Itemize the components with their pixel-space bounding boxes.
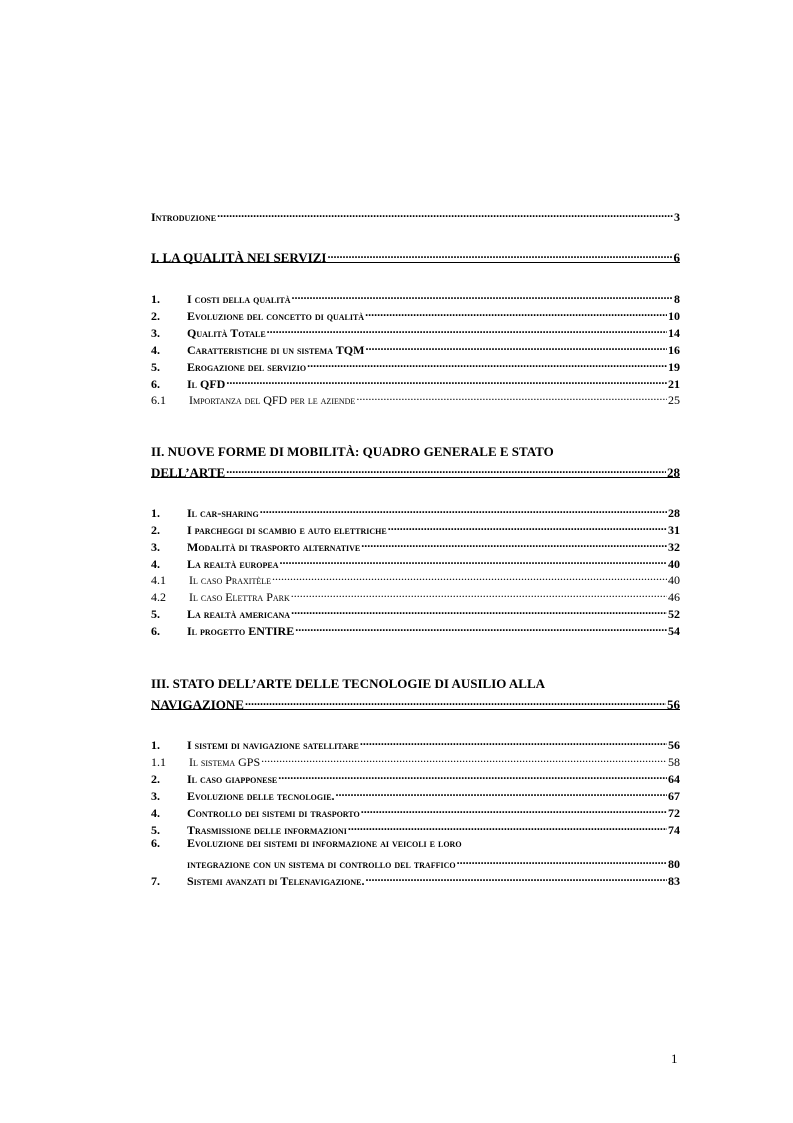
toc-subentry[interactable] [151, 751, 680, 769]
dot-leader [365, 870, 667, 885]
toc-page-number: 67 [668, 789, 680, 803]
entry-number: 5. [151, 823, 160, 837]
toc-page-number: 80 [668, 857, 680, 871]
entry-number: 4. [151, 806, 160, 820]
dot-leader [217, 206, 673, 221]
dot-leader [291, 603, 667, 618]
toc-page-number: 54 [668, 624, 680, 638]
toc-entry-title: La realtà europea [187, 557, 279, 571]
toc-entry[interactable] [151, 322, 680, 340]
chapter-heading-line: II. NUOVE FORME DI MOBILITÀ: QUADRO GENERALE E STATO [151, 444, 554, 459]
toc-entry[interactable] [151, 819, 680, 837]
toc-entry-title: Sistemi avanzati di Telenavigazione. [187, 874, 365, 888]
chapter-heading: I. LA QUALITÀ NEI SERVIZI [151, 250, 327, 265]
toc-entry-continuation[interactable] [151, 853, 680, 871]
dot-leader [457, 853, 667, 868]
entry-number: 4.2 [151, 590, 166, 604]
toc-page-number: 16 [668, 343, 680, 357]
dot-leader [356, 389, 667, 404]
toc-chapter-2[interactable] [151, 461, 680, 478]
dot-leader [336, 785, 667, 800]
toc-entry[interactable] [151, 373, 680, 391]
dot-leader [291, 288, 673, 303]
toc-subentry[interactable] [151, 389, 680, 407]
toc-entry-title: Caratteristiche di un sistema TQM [187, 343, 365, 357]
dot-leader [261, 751, 667, 766]
dot-leader [226, 461, 666, 477]
entry-number: 1. [151, 506, 160, 520]
dot-leader [226, 373, 667, 388]
dot-leader [361, 536, 667, 551]
entry-number: 6. [151, 624, 160, 638]
toc-entry-title: Controllo dei sistemi di trasporto [187, 806, 360, 820]
toc-entry-title: Evoluzione dei sistemi di informazione ai veicoli e loro [187, 836, 462, 850]
toc-page-number: 25 [668, 393, 680, 407]
dot-leader [245, 693, 666, 709]
toc-page-number: 83 [668, 874, 680, 888]
entry-number: 1. [151, 738, 160, 752]
toc-entry[interactable] [151, 502, 680, 520]
dot-leader [291, 586, 667, 601]
toc-entry[interactable] [151, 785, 680, 803]
dot-leader [278, 768, 667, 783]
toc-entry[interactable] [151, 339, 680, 357]
entry-number: 4. [151, 343, 160, 357]
toc-subentry[interactable] [151, 569, 680, 587]
toc-entry-title: Qualità Totale [187, 326, 266, 340]
toc-entry-title: Il progetto ENTIRE [187, 624, 295, 638]
toc-entry-title: Evoluzione delle tecnologie. [187, 789, 335, 803]
toc-page-number: 21 [668, 377, 680, 391]
toc-entry[interactable] [151, 802, 680, 820]
toc-entry-title: Il sistema GPS [189, 755, 261, 769]
toc-page-number: 56 [668, 738, 680, 752]
toc-page-number: 14 [668, 326, 680, 340]
toc-chapter-1[interactable] [151, 246, 680, 263]
toc-entry-title: Il QFD [187, 377, 226, 391]
entry-number: 6. [151, 377, 160, 391]
entry-number: 6. [151, 836, 160, 850]
entry-number: 2. [151, 523, 160, 537]
dot-leader [267, 322, 667, 337]
toc-entry-title: Il caso giapponese [187, 772, 278, 786]
toc-page-number: 10 [668, 309, 680, 323]
toc-page-number: 46 [668, 590, 680, 604]
toc-page-number: 8 [674, 292, 680, 306]
toc-entry-title: I sistemi di navigazione satellitare [187, 738, 359, 752]
toc-page-number: 31 [668, 523, 680, 537]
dot-leader [307, 356, 667, 371]
entry-number: 3. [151, 326, 160, 340]
toc-entry-title: La realtà americana [187, 607, 291, 621]
toc-page-number: 40 [668, 557, 680, 571]
entry-number: 5. [151, 360, 160, 374]
toc-entry-title: Il car-sharing [187, 506, 259, 520]
toc-entry-title: integrazione con un sistema di controllo del traffico [187, 857, 456, 871]
toc-page-number: 64 [668, 772, 680, 786]
dot-leader [360, 734, 667, 749]
toc-subentry[interactable] [151, 586, 680, 604]
dot-leader [260, 502, 667, 517]
toc-entry-title: Modalità di trasporto alternative [187, 540, 361, 554]
toc-page-number: 28 [668, 506, 680, 520]
toc-page-number: 52 [668, 607, 680, 621]
entry-number: 3. [151, 789, 160, 803]
entry-number: 7. [151, 874, 160, 888]
chapter-heading: DELL’ARTE [151, 465, 226, 480]
entry-number: 2. [151, 309, 160, 323]
dot-leader [348, 819, 667, 834]
entry-number: 4.1 [151, 573, 166, 587]
chapter-heading: NAVIGAZIONE [151, 697, 244, 712]
toc-page-number: 19 [668, 360, 680, 374]
toc-entry[interactable] [151, 356, 680, 374]
page-number: 1 [671, 1051, 678, 1066]
toc-entry-title: Il caso Praxitèle [189, 573, 271, 587]
toc-entry[interactable] [151, 305, 680, 323]
toc-page-number: 6 [673, 250, 680, 265]
entry-number: 6.1 [151, 393, 166, 407]
toc-entry-title: Erogazione del servizio [187, 360, 307, 374]
dot-leader [295, 620, 667, 635]
dot-leader [327, 246, 672, 262]
dot-leader [361, 802, 667, 817]
dot-leader [365, 339, 667, 354]
toc-entry-title: Evoluzione del concetto di qualità [187, 309, 365, 323]
toc-page-number: 74 [668, 823, 680, 837]
dot-leader [272, 569, 667, 584]
entry-number: 1.1 [151, 755, 166, 769]
entry-number: 4. [151, 557, 160, 571]
entry-number: 1. [151, 292, 160, 306]
toc-entry[interactable] [151, 553, 680, 571]
toc-entry-title: Il caso Elettra Park [189, 590, 290, 604]
toc-page-number: 72 [668, 806, 680, 820]
entry-number: 2. [151, 772, 160, 786]
toc-page-number: 32 [668, 540, 680, 554]
toc-entry-title: Trasmissione delle informazioni [187, 823, 347, 837]
toc-entry-title: Introduzione [151, 210, 217, 224]
toc-entry[interactable] [151, 836, 680, 851]
toc-entry[interactable] [151, 768, 680, 786]
chapter-heading-line: III. STATO DELL’ARTE DELLE TECNOLOGIE DI AUSILIO ALLA [151, 676, 546, 691]
toc-entry[interactable] [151, 288, 680, 306]
entry-number: 5. [151, 607, 160, 621]
toc-entry[interactable] [151, 734, 680, 752]
dot-leader [280, 553, 668, 568]
dot-leader [388, 519, 667, 534]
dot-leader [365, 305, 667, 320]
toc-entry[interactable] [151, 603, 680, 621]
toc-entry-introduction[interactable] [151, 206, 680, 224]
toc-entry[interactable] [151, 519, 680, 537]
toc-entry[interactable] [151, 620, 680, 638]
toc-page-number: 58 [668, 755, 680, 769]
toc-page-number: 3 [674, 210, 680, 224]
toc-chapter-3[interactable] [151, 693, 680, 710]
toc-entry-title: I parcheggi di scambio e auto elettriche [187, 523, 387, 537]
entry-number: 3. [151, 540, 160, 554]
toc-entry-title: I costi della qualità [187, 292, 291, 306]
toc-page-number: 28 [667, 465, 680, 480]
toc-entry[interactable] [151, 870, 680, 888]
toc-entry[interactable] [151, 536, 680, 554]
toc-page-number: 40 [668, 573, 680, 587]
toc-entry-title: Importanza del QFD per le aziende [189, 393, 356, 407]
toc-page-number: 56 [667, 697, 680, 712]
